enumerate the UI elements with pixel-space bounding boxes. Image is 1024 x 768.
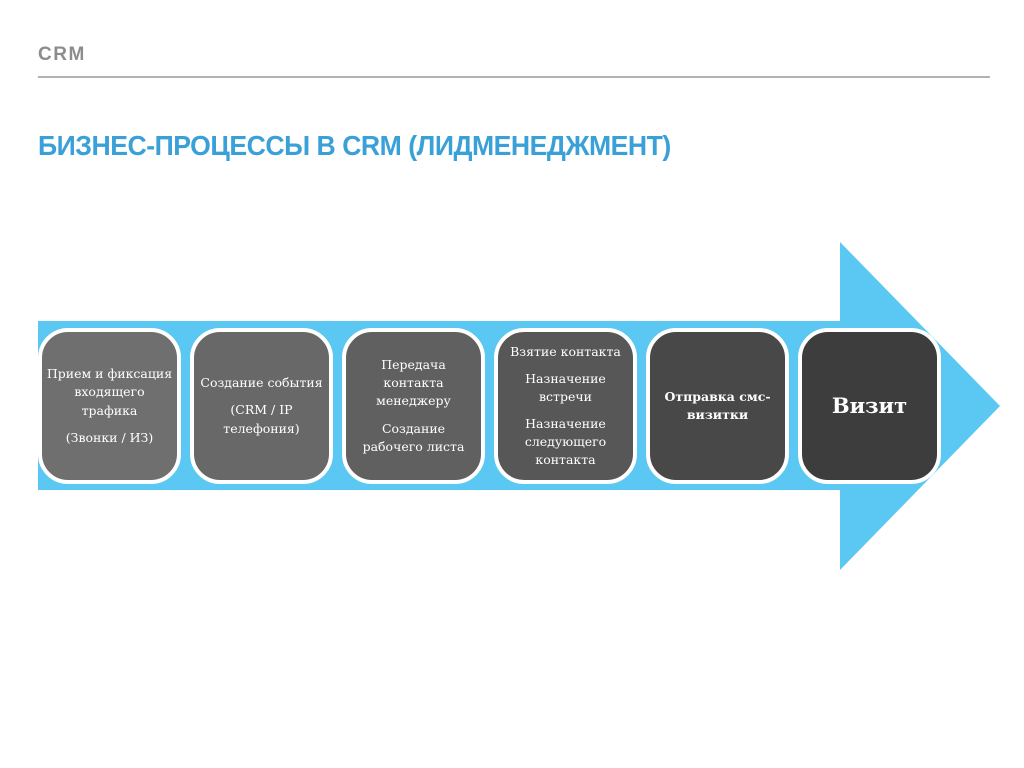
process-step (190, 328, 333, 484)
process-step (798, 328, 941, 484)
step-text: Взятие контакта (510, 343, 621, 359)
page-title: БИЗНЕС-ПРОЦЕССЫ В CRM (ЛИДМЕНЕДЖМЕНТ) (38, 130, 671, 161)
process-step (342, 328, 485, 484)
process-step (38, 328, 181, 484)
slide-header-label: CRM (38, 44, 86, 65)
step-text: (Звонки / ИЗ) (65, 429, 154, 445)
step-text: Визит (831, 392, 908, 418)
step-text: Создание рабочего листа (362, 420, 465, 454)
process-step (646, 328, 789, 484)
step-text: Прием и фиксация входящего трафика (46, 366, 173, 418)
step-text: Передача контакта менеджеру (376, 357, 451, 409)
step-text: Назначение встречи (525, 370, 606, 404)
step-text: Отправка смс-визитки (664, 388, 771, 422)
step-text: (CRM / IP телефония) (223, 402, 300, 436)
step-text: Назначение следующего контакта (524, 416, 607, 468)
process-step (494, 328, 637, 484)
step-text: Создание события (200, 375, 323, 391)
